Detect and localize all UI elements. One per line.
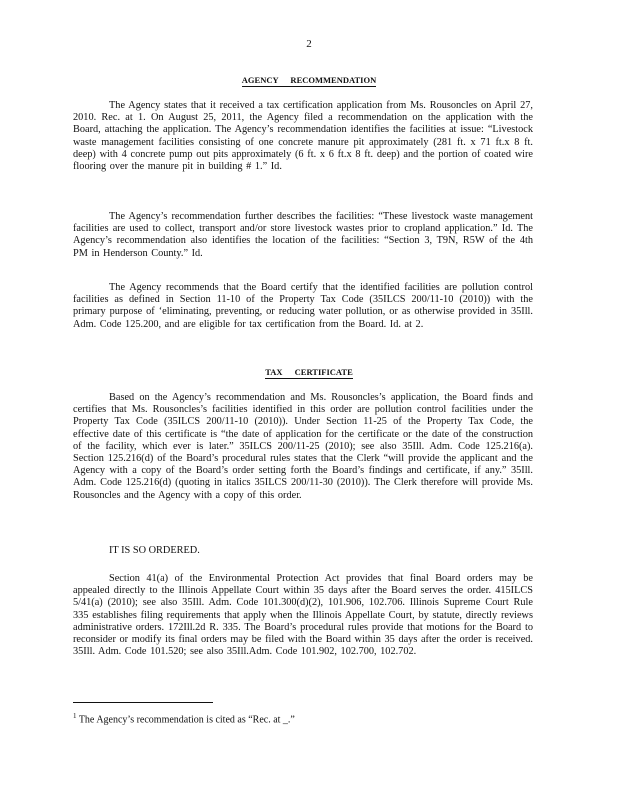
footnote-divider xyxy=(73,702,213,703)
paragraph-board-finds: Based on the Agency’s recommendation and Ms. Rousoncles’s application, the Board finds and certifies that Ms. Rousoncles’s facilities identified in this order are pollution control facilities under the Property Tax Code (35ILCS 200/11-10 (2010)). Under Section 11-25 of the Property Tax Code, the effective date of this certificate is “the date of application for the certificate or the date of the construction of the facility, which ever is later.” 35ILCS 200/11-25 (2010); see also 35Ill. Adm. Code 125.216(a). Section 125.216(d) of the Board’s procedural rules states that the Clerk “will provide the applicant and the Agency with a copy of the Board’s order setting forth the Board’s findings and certificate, if any.” 35Ill. Adm. Code 125.216(d) (quoting in italics 35ILCS 200/11-30 (2010)). The Clerk therefore will provide Ms. Rousoncles and the Agency with a copy of this order. xyxy=(73,392,533,501)
page-number: 2 xyxy=(306,38,312,50)
paragraph-agency-states: The Agency states that it received a tax certification application from Ms. Rousoncles on April 27, 2010. Rec. at 1. On August 25, 2011, the Agency filed a recommendation on the application with the Board, attaching the application. The Agency’s recommendation identifies the facilities at issue: “Livestock waste management facilities consisting of one concrete manure pit approximately (281 ft. x 71 ft.x 8 ft. deep) with 4 concrete pump out pits approximately (6 ft. x 6 ft.x 8 ft. deep) and the portion of coated wire flooring over the manure pit in building # 1.” Id. xyxy=(73,100,533,173)
so-ordered-statement: IT IS SO ORDERED. xyxy=(109,545,200,556)
paragraph-appeal-rights: Section 41(a) of the Environmental Protection Act provides that final Board orders may be appealed directly to the Illinois Appellate Court within 35 days after the Board serves the order. 415ILCS 5/41(a) (2010); see also 35Ill. Adm. Code 101.300(d)(2), 101.906, 102.706. Illinois Supreme Court Rule 335 establishes filing requirements that apply when the Illinois Appellate Court, by statute, directly reviews administrative orders. 172Ill.2d R. 335. The Board’s procedural rules provide that motions for the Board to reconsider or modify its final orders may be filed with the Board within 35 days after the order is received. 35Ill. Adm. Code 101.520; see also 35Ill.Adm. Code 101.902, 102.700, 102.702. xyxy=(73,573,533,658)
paragraph-facility-description: The Agency’s recommendation further describes the facilities: “These livestock waste management facilities are used to collect, transport and/or store livestock wastes prior to cropland application.” Id. The Agency’s recommendation also identifies the location of the facilities: “Section 3, T9N, R5W of the 4th PM in Henderson County.” Id. xyxy=(73,211,533,259)
agency-recommendation-heading: AGENCY RECOMMENDATION xyxy=(241,75,377,85)
footnote-marker: 1 xyxy=(73,712,77,720)
paragraph-agency-recommends: The Agency recommends that the Board certify that the identified facilities are pollution control facilities as defined in Section 11-10 of the Property Tax Code (35ILCS 200/11-10 (2010)) with the primary purpose of ‘eliminating, preventing, or reducing water pollution, or as otherwise provided in 35Ill. Adm. Code 125.200, and are eligible for tax certification from the Board. Id. at 2. xyxy=(73,282,533,330)
footnote xyxy=(73,712,295,725)
footnote-text: The Agency’s recommendation is cited as “Rec. at _.” xyxy=(78,714,295,726)
tax-certificate-heading: TAX CERTIFICATE xyxy=(265,367,353,377)
